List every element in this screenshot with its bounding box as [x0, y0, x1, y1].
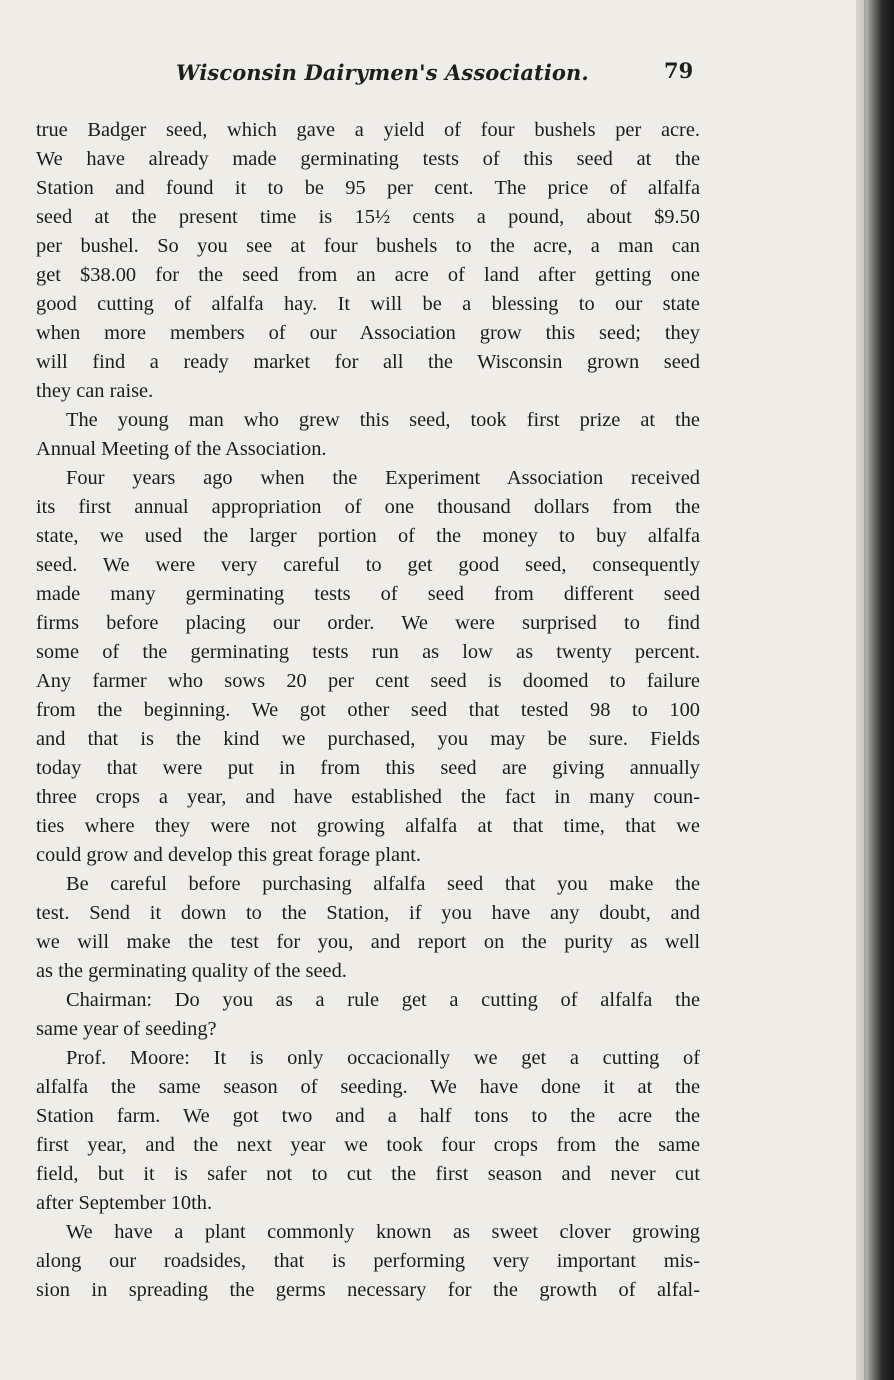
text-line: Station farm. We got two and a half tons to the acre the	[36, 1105, 700, 1127]
text-line: alfalfa the same season of seeding. We have done it at the	[36, 1076, 700, 1098]
text-line: Any farmer who sows 20 per cent seed is doomed to failure	[36, 670, 700, 692]
text-line: when more members of our Association grow this seed; they	[36, 322, 700, 344]
page-edge-line	[864, 0, 866, 1380]
text-line: same year of seeding?	[36, 1018, 217, 1040]
text-line: sion in spreading the germs necessary for the growth of alfal-	[36, 1279, 700, 1301]
text-line: could grow and develop this great forage plant.	[36, 844, 422, 866]
text-line: made many germinating tests of seed from different seed	[36, 583, 700, 605]
text-line: its first annual appropriation of one thousand dollars from the	[36, 496, 700, 518]
running-title: Wisconsin Dairymen's Association.	[176, 60, 589, 85]
page-number: 79	[664, 58, 694, 83]
text-line: and that is the kind we purchased, you may be sure. Fields	[36, 728, 700, 750]
text-line: Prof. Moore: It is only occacionally we get a cutting of	[66, 1047, 700, 1069]
text-line: we will make the test for you, and report on the purity as well	[36, 931, 700, 953]
text-line: Station and found it to be 95 per cent. The price of alfalfa	[36, 177, 700, 199]
text-line: We have already made germinating tests of this seed at the	[36, 148, 700, 170]
text-line: We have a plant commonly known as sweet clover growing	[66, 1221, 700, 1243]
text-line: will find a ready market for all the Wisconsin grown seed	[36, 351, 700, 373]
text-line: today that were put in from this seed are giving annually	[36, 757, 700, 779]
text-line: field, but it is safer not to cut the first season and never cut	[36, 1163, 700, 1185]
text-line: Annual Meeting of the Association.	[36, 438, 327, 460]
text-line: good cutting of alfalfa hay. It will be a blessing to our state	[36, 293, 700, 315]
text-line: state, we used the larger portion of the money to buy alfalfa	[36, 525, 700, 547]
text-line: Be careful before purchasing alfalfa seed that you make the	[66, 873, 700, 895]
text-line: seed at the present time is 15½ cents a pound, about $9.50	[36, 206, 700, 228]
text-line: they can raise.	[36, 380, 154, 402]
book-binding-edge	[856, 0, 894, 1380]
text-line: true Badger seed, which gave a yield of four bushels per acre.	[36, 119, 700, 141]
text-line: The young man who grew this seed, took first prize at the	[66, 409, 700, 431]
text-line: Chairman: Do you as a rule get a cutting of alfalfa the	[66, 989, 700, 1011]
text-line: along our roadsides, that is performing very important mis-	[36, 1250, 700, 1272]
text-line: some of the germinating tests run as low as twenty percent.	[36, 641, 700, 663]
text-line: three crops a year, and have established the fact in many coun-	[36, 786, 700, 808]
text-line: per bushel. So you see at four bushels to the acre, a man can	[36, 235, 700, 257]
text-line: after September 10th.	[36, 1192, 213, 1214]
text-line: firms before placing our order. We were surprised to find	[36, 612, 700, 634]
text-line: as the germinating quality of the seed.	[36, 960, 347, 982]
body-text	[36, 116, 700, 1305]
text-line: get $38.00 for the seed from an acre of land after getting one	[36, 264, 700, 286]
text-line: first year, and the next year we took four crops from the same	[36, 1134, 700, 1156]
text-line: test. Send it down to the Station, if you have any doubt, and	[36, 902, 700, 924]
text-line: ties where they were not growing alfalfa at that time, that we	[36, 815, 700, 837]
running-head	[0, 58, 856, 94]
text-line: Four years ago when the Experiment Association received	[66, 467, 700, 489]
text-line: seed. We were very careful to get good seed, consequently	[36, 554, 700, 576]
text-line: from the beginning. We got other seed that tested 98 to 100	[36, 699, 700, 721]
